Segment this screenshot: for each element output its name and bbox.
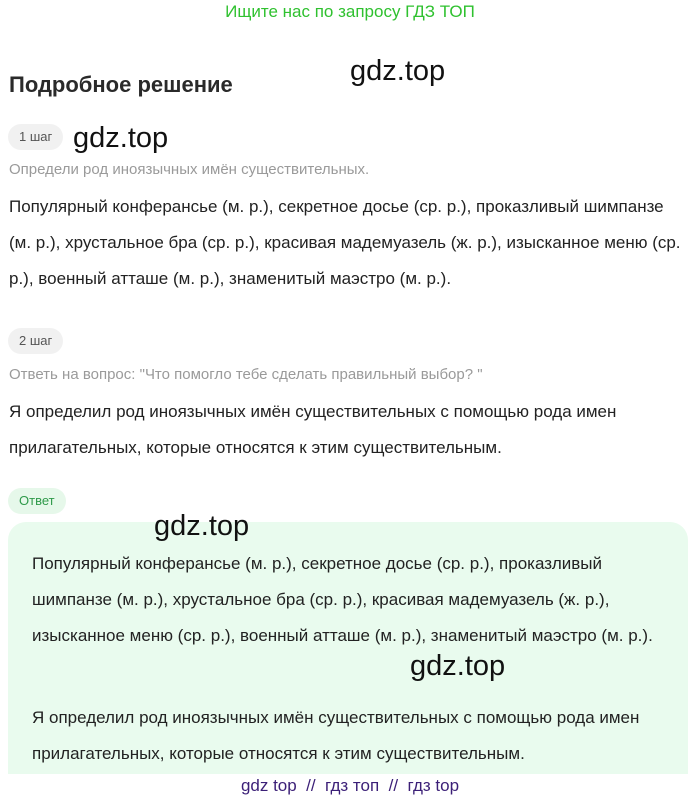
footer-links[interactable]: gdz top // гдз топ // гдз top: [240, 776, 460, 795]
answer-badge: Ответ: [8, 488, 66, 514]
watermark: gdz.top: [73, 122, 169, 154]
watermark: gdz.top: [410, 650, 506, 682]
step-2-hint: Ответь на вопрос: "Что помогло тебе сделать правильный выбор? ": [9, 366, 483, 383]
top-banner: Ищите нас по запросу ГДЗ ТОП: [225, 2, 475, 21]
watermark: gdz.top: [154, 510, 250, 542]
answer-paragraph-2: Я определил род иноязычных имён существительных с помощью рода имен прилагательных, которые относятся к этим существительным.: [32, 708, 640, 763]
section-title: Подробное решение: [9, 72, 233, 97]
step-1-text: Популярный конферансье (м. р.), секретное досье (ср. р.), проказливый шимпанзе (м. р.), хрустальное бра (ср. р.), красивая мадемуазель (ж. р.), изысканное меню (ср. р.), военный атташе (м. р.), знаменитый маэстро (м. р.).: [9, 197, 681, 288]
answer-paragraph-1: Популярный конферансье (м. р.), секретное досье (ср. р.), проказливый шимпанзе (м. р.), хрустальное бра (ср. р.), красивая мадемуазель (ж. р.), изысканное меню (ср. р.), военный атташе (м. р.), знаменитый маэстро (м. р.).: [32, 554, 653, 645]
step-1-hint: Определи род иноязычных имён существительных.: [9, 161, 370, 178]
step-2-text: Я определил род иноязычных имён существительных с помощью рода имен прилагательных, которые относятся к этим существительным.: [9, 402, 617, 457]
watermark: gdz.top: [350, 55, 446, 87]
step-1-badge: 1 шаг: [8, 124, 63, 150]
step-2-badge: 2 шаг: [8, 328, 63, 354]
